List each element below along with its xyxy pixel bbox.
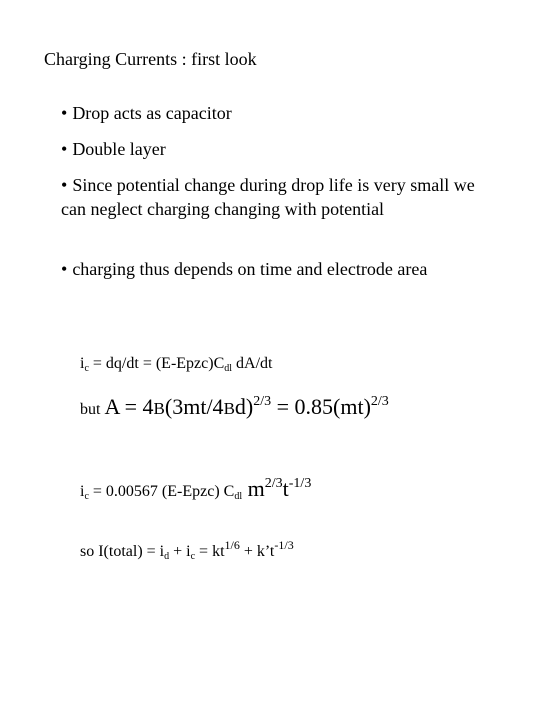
equation-total-current: so I(total) = $i_d + i_c = kt^{1/6}$ + $k’t^{-1/3}$ [80, 538, 294, 562]
bullet-item [61, 173, 481, 221]
bullet-text: Since potential change during drop life is very small we can neglect charging changing with potential [61, 175, 475, 219]
bullet-text: Double layer [72, 139, 166, 159]
pi-glyph-icon: B [153, 399, 165, 418]
equation-area: but $A = 4B(3mt/4Bd)^{2/3} = 0.85(mt)^{2/3}$ [80, 394, 389, 419]
pi-glyph-icon: B [223, 399, 235, 418]
bullet-marker: • [61, 259, 68, 279]
bullet-item [61, 137, 481, 161]
bullet-text: charging thus depends on time and electrode area [72, 259, 428, 279]
slide-title: Charging Currents : first look [44, 49, 257, 69]
bullet-marker: • [61, 139, 68, 159]
bullet-item [61, 257, 481, 281]
bullet-text: Drop acts as capacitor [72, 103, 232, 123]
bullet-marker: • [61, 103, 68, 123]
bullet-marker: • [61, 175, 68, 195]
equation-charging-current: $i_c = dq/dt$ = $(E-Epzc)C_{dl}$ dA/dt [80, 355, 273, 374]
equation-charging-current-numeric: $i_c = 0.00567$ (E-Epzc) $C_{dl}$ $m^{2/3}t^{-1/3}$ [80, 476, 312, 502]
bullet-item [61, 101, 481, 125]
